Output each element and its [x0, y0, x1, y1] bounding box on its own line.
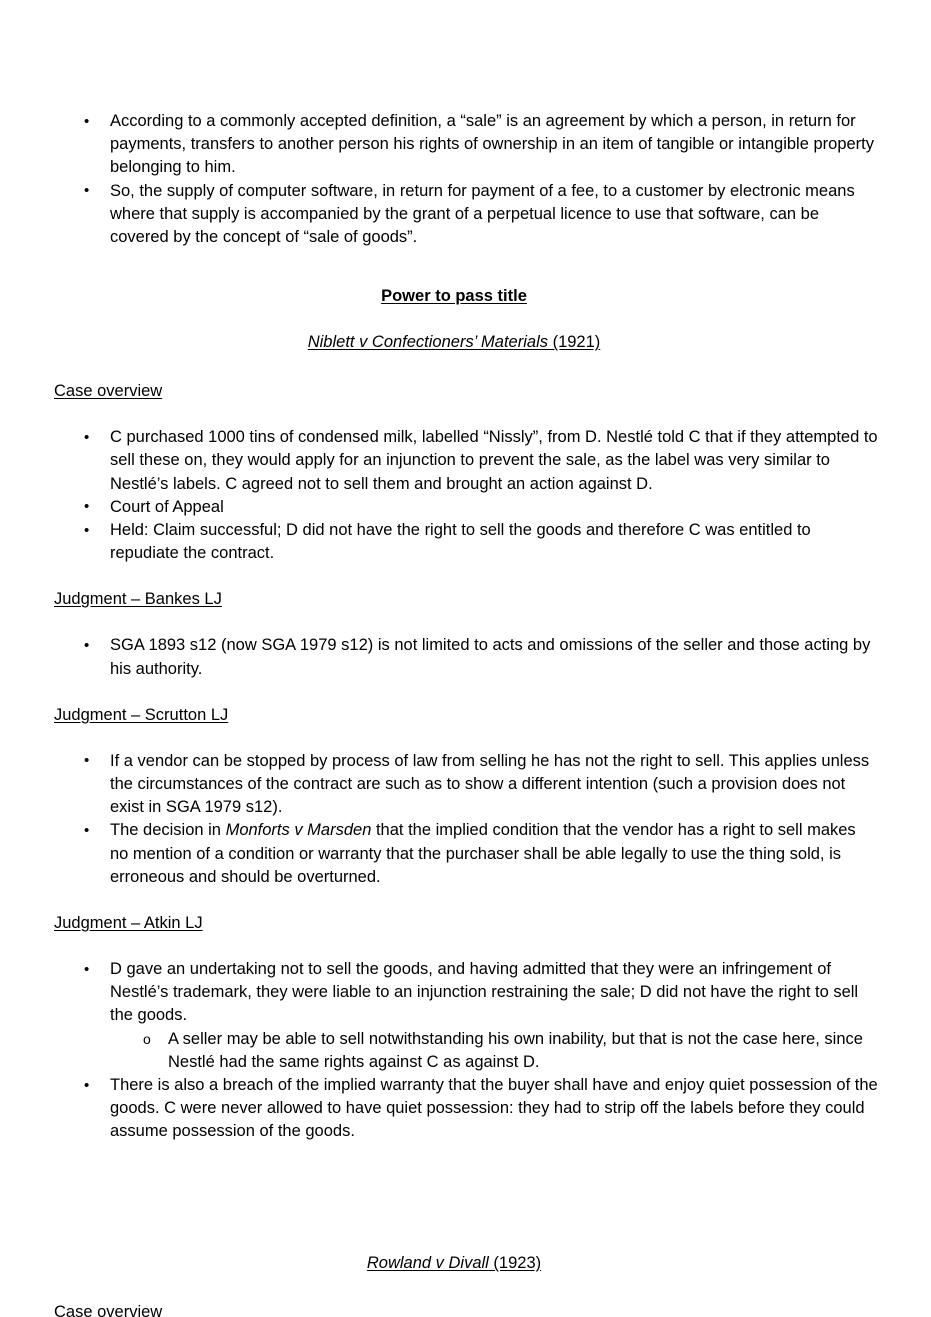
- subheading-judgment-bankes-lj: [54, 588, 878, 611]
- case-name-text: Rowland v Divall: [366, 1253, 489, 1272]
- spacer: [54, 565, 878, 588]
- intro-bullet-list: [54, 110, 878, 249]
- list-item: [54, 958, 878, 1028]
- list-item-text: D gave an undertaking not to sell the goods, and having admitted that they were an infringement of Nestlé’s trademark, they were liable to an injunction restraining the sale; D did not have the right to sell the goods.: [110, 960, 859, 1025]
- subheading-text: Case overview: [54, 382, 163, 401]
- list-item-text: According to a commonly accepted definition, a “sale” is an agreement by which a person, in return for payments, transfers to another person his rights of ownership in an item of tangible or intangible property belonging to him.: [110, 112, 875, 177]
- atkin-lj-bullet-list: [54, 958, 878, 1028]
- spacer: [54, 403, 878, 426]
- section-heading-power-to-pass-title: [54, 285, 878, 308]
- list-item: [54, 496, 878, 519]
- case-name-text: Niblett v Confectioners’ Materials: [307, 333, 548, 352]
- list-item-text: C purchased 1000 tins of condensed milk, labelled “Nissly”, from D. Nestlé told C that if they attempted to sell these on, they would apply for an injunction to prevent the sale, as the label was very similar to Nestlé’s labels. C agreed not to sell them and brought an action against D.: [110, 428, 878, 493]
- subheading-text: Judgment – Bankes LJ: [54, 590, 222, 609]
- list-item-text: Court of Appeal: [110, 497, 224, 516]
- list-item: [54, 750, 878, 820]
- case-citation-inline: Monforts v Marsden: [225, 821, 372, 840]
- spacer: [54, 935, 878, 958]
- case-overview-bullet-list: [54, 426, 878, 565]
- list-item: [54, 426, 878, 496]
- subheading-text: Case overview: [54, 1302, 163, 1317]
- scrutton-lj-bullet-list: [54, 750, 878, 889]
- spacer-large: [54, 1144, 878, 1252]
- list-item-text-post: that the implied condition that the vendor has a right to sell makes no mention of a condition or warranty that the purchaser shall be able legally to use the thing sold, is erroneous and should be overturned.: [110, 821, 856, 886]
- sub-list-item: [110, 1028, 878, 1074]
- subheading-judgment-scrutton-lj: [54, 704, 878, 727]
- spacer: [54, 889, 878, 912]
- spacer: [54, 354, 878, 380]
- list-item-text: If a vendor can be stopped by process of law from selling he has not the right to sell. This applies unless the circumstances of the contract are such as to show a different intention (such a provision does not exist in SGA 1979 s12).: [110, 751, 870, 817]
- spacer: [54, 727, 878, 750]
- list-item: [54, 519, 878, 565]
- subheading-text: Judgment – Atkin LJ: [54, 914, 203, 933]
- spacer: [54, 681, 878, 704]
- list-item-text-pre: The decision in: [110, 821, 226, 840]
- list-item-text: So, the supply of computer software, in return for payment of a fee, to a customer by electronic means where that supply is accompanied by the grant of a perpetual licence to use that software, can be covered by the concept of “sale of goods”.: [110, 181, 855, 247]
- case-year-text: (1921): [547, 333, 601, 352]
- section-heading-text: Power to pass title: [381, 287, 527, 306]
- subheading-case-overview-2: [54, 1301, 878, 1317]
- spacer: [54, 611, 878, 634]
- atkin-lj-sub-bullet-list: [110, 1028, 878, 1074]
- list-item: [54, 1074, 878, 1144]
- bankes-lj-bullet-list: [54, 634, 878, 680]
- list-item: [54, 180, 878, 250]
- page-content: [54, 110, 878, 1317]
- list-item-text: There is also a breach of the implied warranty that the buyer shall have and enjoy quiet possession of the goods. C were never allowed to have quiet possession: they had to strip off the labels before they could assume possession of the goods.: [110, 1076, 878, 1141]
- subheading-text: Judgment – Scrutton LJ: [54, 705, 229, 724]
- subheading-judgment-atkin-lj: [54, 912, 878, 935]
- nested-list-wrapper: [54, 1028, 878, 1074]
- list-item: [54, 110, 878, 180]
- sub-list-item-text: A seller may be able to sell notwithstanding his own inability, but that is not the case here, since Nestlé had the same rights against C as against D.: [168, 1029, 863, 1071]
- list-item: [54, 634, 878, 680]
- list-item-text: Held: Claim successful; D did not have the right to sell the goods and therefore C was entitled to repudiate the contract.: [110, 521, 811, 563]
- atkin-lj-bullet-list-continued: [54, 1074, 878, 1144]
- case-heading-niblett: [54, 331, 878, 354]
- case-heading-rowland: [54, 1252, 878, 1275]
- subheading-case-overview: [54, 380, 878, 403]
- spacer: [54, 308, 878, 331]
- list-item-text: SGA 1893 s12 (now SGA 1979 s12) is not limited to acts and omissions of the seller and those acting by his authority.: [110, 636, 871, 678]
- spacer: [54, 1275, 878, 1301]
- list-item: [54, 819, 878, 889]
- case-year-text: (1923): [488, 1253, 542, 1272]
- spacer: [54, 249, 878, 285]
